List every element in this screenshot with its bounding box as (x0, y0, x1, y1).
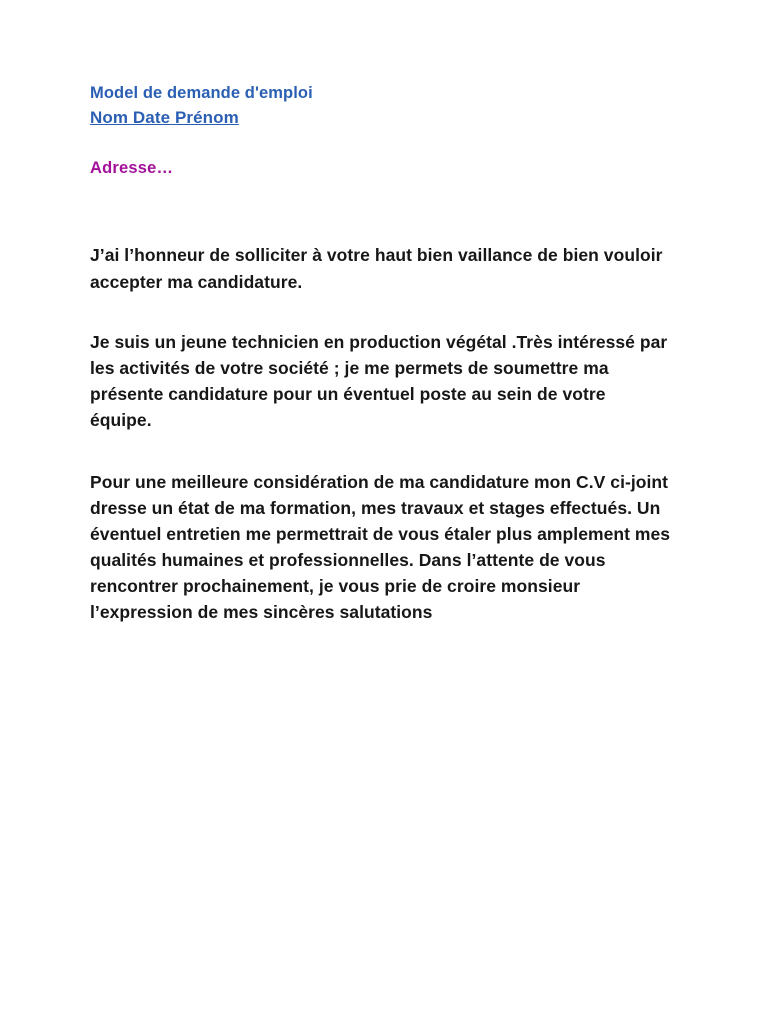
document-title: Model de demande d'emploi (90, 84, 313, 102)
spacer-after-paragraph-2 (90, 433, 690, 469)
document-subtitle: Nom Date Prénom (90, 107, 239, 127)
paragraph-1: J’ai l’honneur de solliciter à votre haut bien vaillance de bien vouloir accepter ma candidature. (90, 245, 663, 292)
spacer-after-address (90, 180, 690, 242)
paragraph-3: Pour une meilleure considération de ma candidature mon C.V ci-joint dresse un état de ma formation, mes travaux et stages effectués. Un éventuel entretien me permettrait de vous étaler plus amplement mes qualités humaines et professionnelles. Dans l’attente de vous rencontrer prochainement, je vous prie de croire monsieur l’expression de mes sincères salutations (90, 471, 671, 623)
address-line: Adresse… (90, 158, 174, 177)
spacer-after-paragraph-1 (90, 295, 690, 329)
document-body (90, 82, 690, 625)
spacer-after-title (90, 131, 690, 157)
paragraph-2: Je suis un jeune technicien en production végétal .Très intéressé par les activités de votre société ; je me permets de soumettre ma présente candidature pour un éventuel poste au sein de votre équipe. (90, 331, 668, 430)
document-subtitle-wrap (90, 106, 690, 131)
